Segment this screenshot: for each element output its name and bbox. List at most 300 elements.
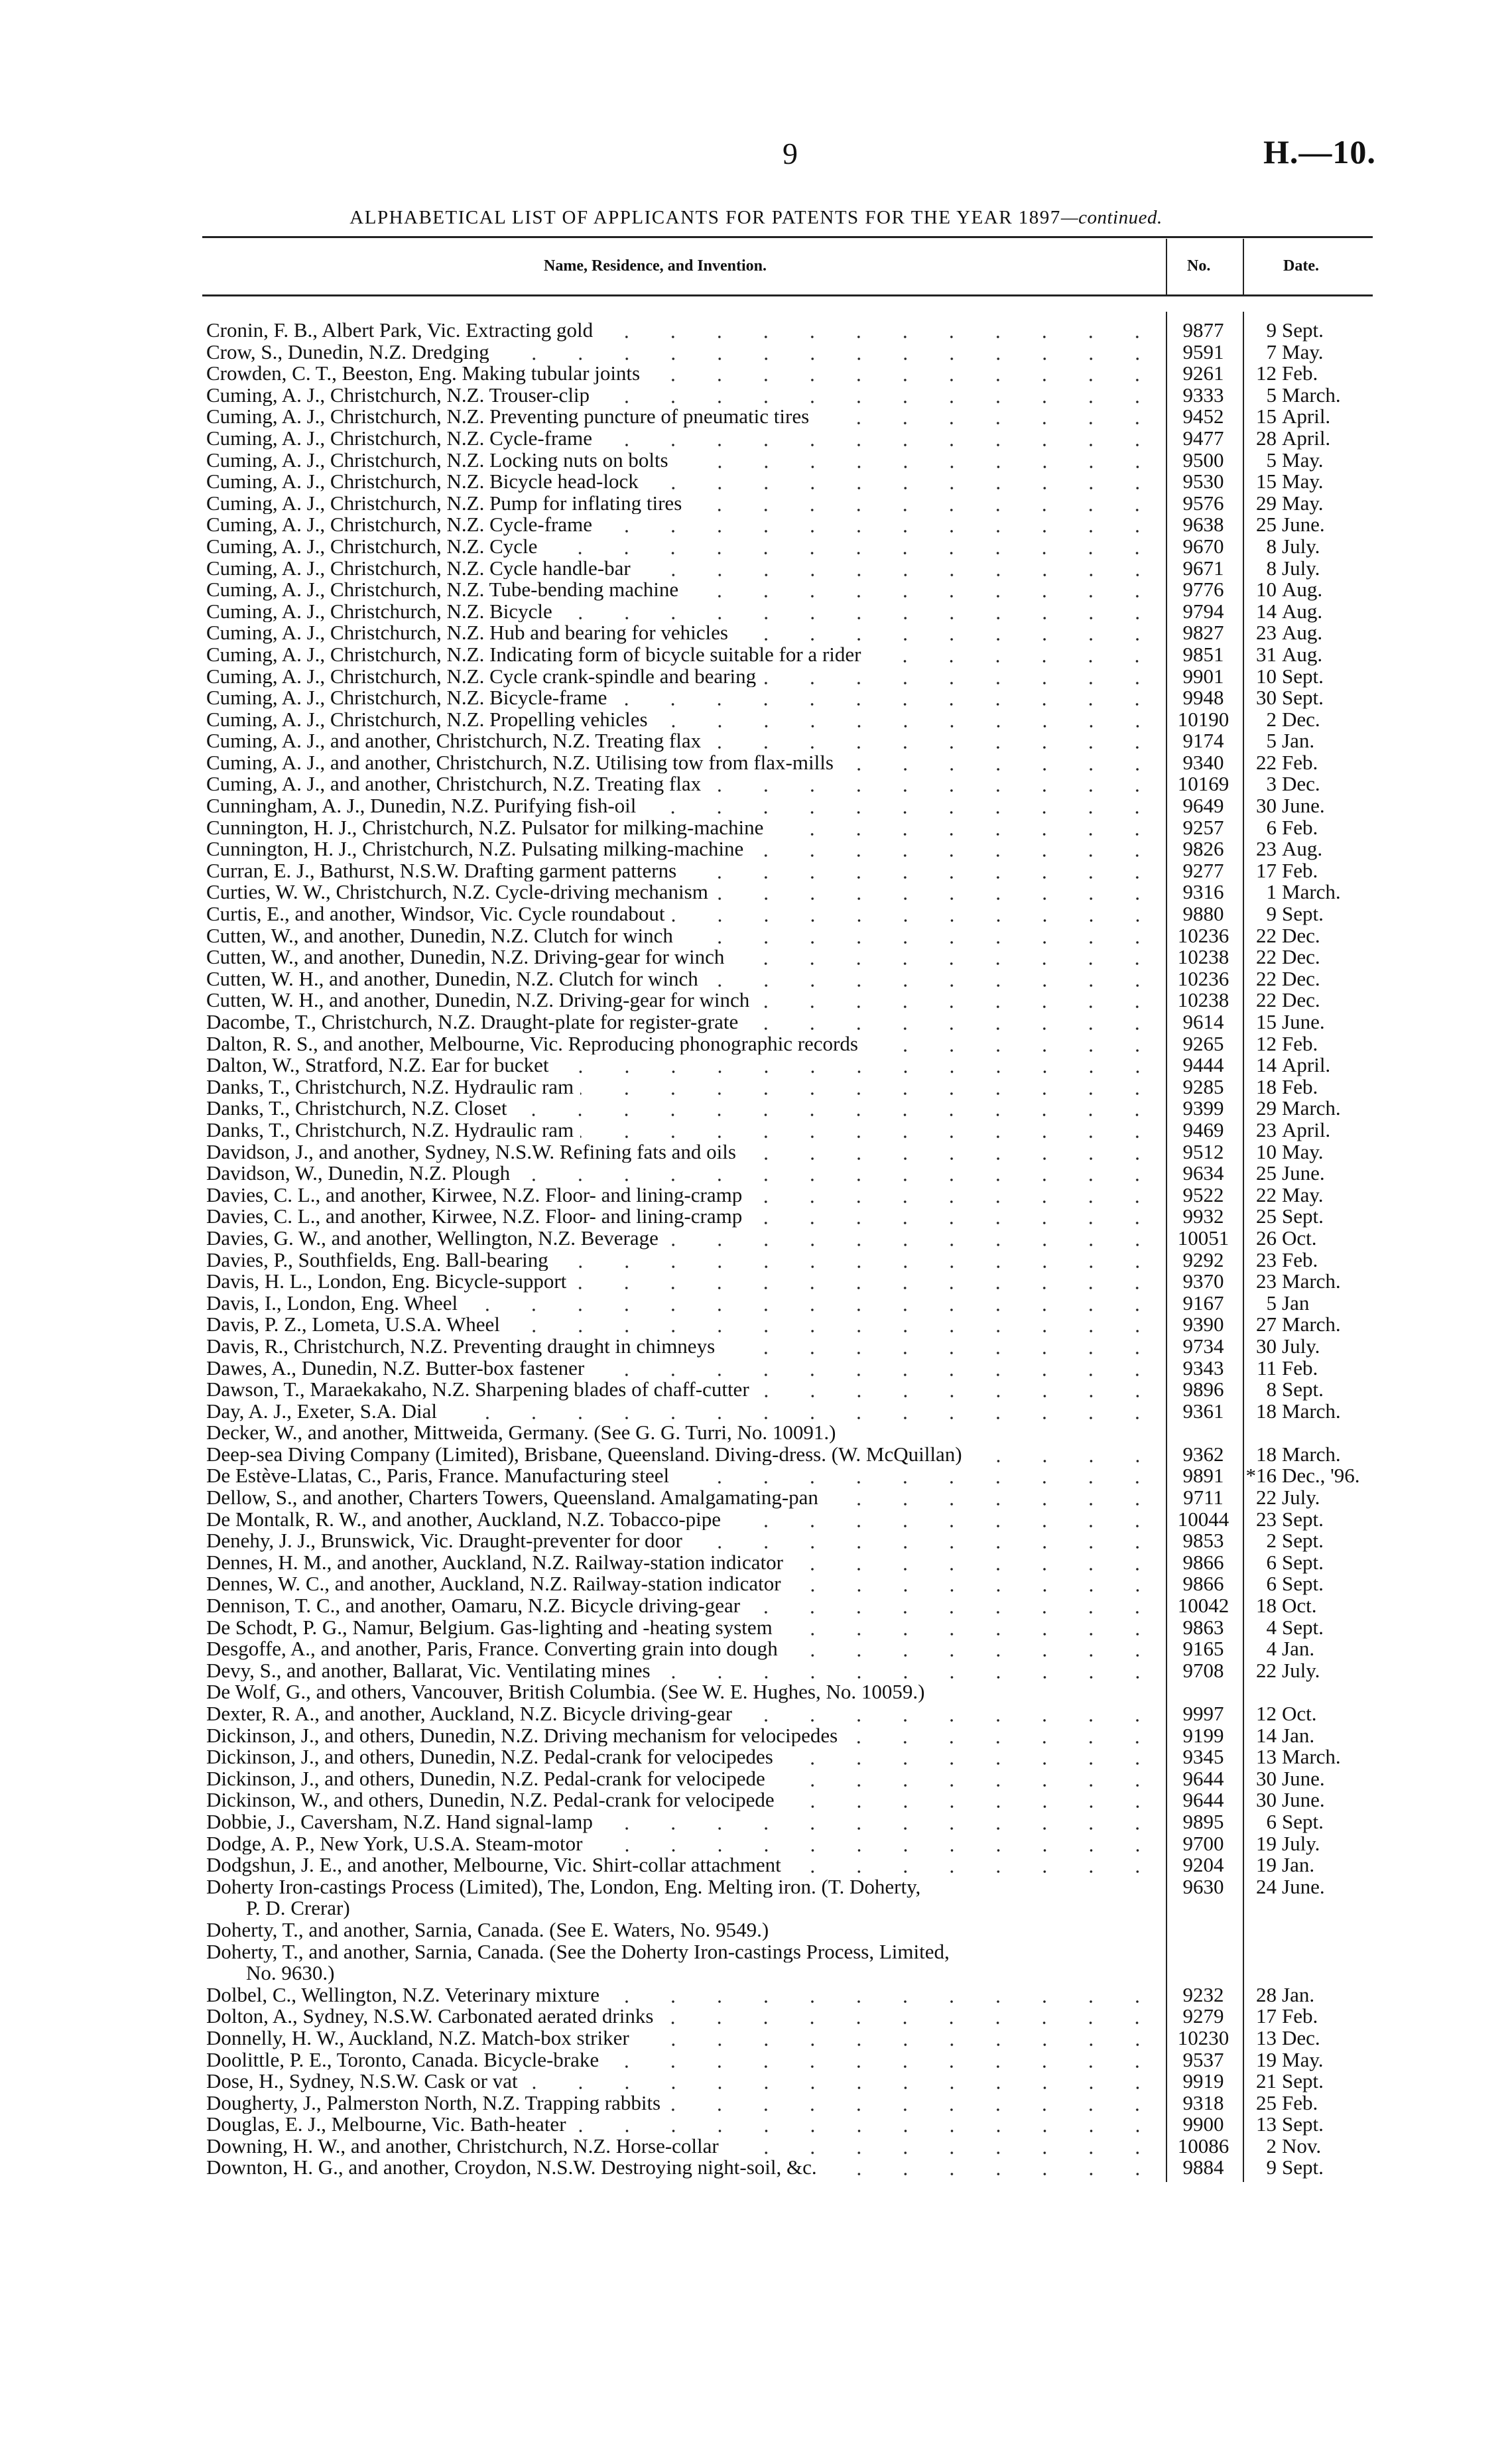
date-month: Sept. xyxy=(1282,1572,1324,1596)
date-month: Dec. xyxy=(1282,772,1320,796)
dot-leader xyxy=(790,1552,1161,1573)
date-cell xyxy=(1242,1422,1368,1444)
applicant-cell xyxy=(206,558,1165,580)
date-day: 14 xyxy=(1256,1053,1277,1077)
date-cell xyxy=(1242,644,1368,666)
date-month: April. xyxy=(1282,426,1331,450)
applicant-cell xyxy=(206,990,1165,1011)
date-day: 19 xyxy=(1256,1831,1277,1855)
patent-number: 9318 xyxy=(1182,2090,1224,2114)
dot-leader xyxy=(672,903,1161,925)
header-name: Name, Residence, and Invention. xyxy=(544,257,767,275)
applicant-text: Dellow, S., and another, Charters Towers, Queensland. Amalgamating-pan xyxy=(206,1487,818,1509)
table-row xyxy=(206,2027,1373,2049)
applicant-cell xyxy=(206,1163,1165,1185)
patent-number: 10169 xyxy=(1177,772,1229,796)
table-row xyxy=(206,1768,1373,1790)
date-cell xyxy=(1242,1746,1368,1768)
date-month: March. xyxy=(1282,383,1341,407)
date-day: 10 xyxy=(1256,664,1277,688)
applicant-text: Cunningham, A. J., Dunedin, N.Z. Purifying fish-oil xyxy=(206,795,637,817)
date-cell xyxy=(1242,1076,1368,1098)
date-cell xyxy=(1242,838,1368,860)
date-day: 18 xyxy=(1256,1594,1277,1618)
applicant-text: Dickinson, J., and others, Dunedin, N.Z. Driving mechanism for velocipedes xyxy=(206,1724,838,1747)
applicant-cell xyxy=(206,1595,1165,1617)
date-cell xyxy=(1242,817,1368,839)
applicant-text: Danks, T., Christchurch, N.Z. Hydraulic ram xyxy=(206,1119,574,1141)
patent-number: 9634 xyxy=(1182,1161,1224,1185)
date-day: 9 xyxy=(1266,2155,1277,2179)
date-day: 17 xyxy=(1256,2004,1277,2028)
applicant-text: Davidson, J., and another, Sydney, N.S.W. Refining fats and oils xyxy=(206,1141,736,1163)
patent-number: 9877 xyxy=(1182,318,1224,342)
date-day: 31 xyxy=(1256,642,1277,666)
applicant-text: Day, A. J., Exeter, S.A. Dial xyxy=(206,1400,438,1423)
patent-number: 9794 xyxy=(1182,599,1224,623)
dot-leader xyxy=(708,730,1161,751)
applicant-cell xyxy=(206,773,1165,795)
applicant-cell xyxy=(206,1638,1165,1660)
date-cell xyxy=(1242,903,1368,925)
table-row xyxy=(206,1638,1373,1660)
applicant-cell xyxy=(206,730,1165,752)
patent-number: 9343 xyxy=(1182,1356,1224,1380)
applicant-cell xyxy=(206,1379,1165,1401)
table-row xyxy=(206,990,1373,1011)
date-month: Sept. xyxy=(1282,1809,1324,1833)
applicant-text: Danks, T., Christchurch, N.Z. Closet xyxy=(206,1098,507,1120)
dot-leader xyxy=(772,1768,1161,1789)
patent-number xyxy=(1165,1919,1242,1941)
date-month: May. xyxy=(1282,340,1324,363)
date-cell xyxy=(1242,687,1368,709)
date-day: 15 xyxy=(1256,1010,1277,1033)
dot-leader xyxy=(665,1228,1161,1249)
applicant-cell xyxy=(206,622,1165,644)
date-month: May. xyxy=(1282,491,1324,515)
applicant-cell xyxy=(206,1465,1165,1487)
date-month: June. xyxy=(1282,1874,1325,1898)
patent-number: 9591 xyxy=(1182,340,1224,363)
table-row xyxy=(206,817,1373,839)
date-month: Sept. xyxy=(1282,1378,1324,1401)
dot-leader xyxy=(596,385,1161,406)
applicant-cell xyxy=(206,363,1165,385)
date-month: July. xyxy=(1282,1831,1320,1855)
date-day: 10 xyxy=(1256,578,1277,602)
applicant-text: Downton, H. G., and another, Croydon, N.S.W. Destroying night-soil, &c. xyxy=(206,2157,817,2179)
patent-number: 9896 xyxy=(1182,1378,1224,1401)
dot-leader xyxy=(675,450,1161,471)
patent-number xyxy=(1165,1422,1242,1444)
patent-number: 9866 xyxy=(1182,1572,1224,1596)
dot-leader xyxy=(599,428,1161,449)
applicant-cell xyxy=(206,1336,1165,1358)
applicant-text: Cuming, A. J., and another, Christchurch, N.Z. Treating flax xyxy=(206,730,702,752)
date-month: Feb. xyxy=(1282,1248,1318,1271)
applicant-cell xyxy=(206,514,1165,536)
date-day: 7 xyxy=(1266,340,1277,363)
date-day: 22 xyxy=(1256,1183,1277,1206)
applicant-text: Cuming, A. J., Christchurch, N.Z. Locking nuts on bolts xyxy=(206,449,668,472)
date-cell xyxy=(1242,622,1368,644)
patent-number xyxy=(1165,1941,1242,1963)
patent-number: 9469 xyxy=(1182,1118,1224,1141)
applicant-cell xyxy=(206,1811,1165,1833)
applicant-text: De Estève-Llatas, C., Paris, France. Manufacturing steel xyxy=(206,1465,670,1488)
date-day: 5 xyxy=(1266,448,1277,472)
applicant-cell xyxy=(206,1271,1165,1293)
applicant-text: Douglas, E. J., Melbourne, Vic. Bath-heater xyxy=(206,2114,566,2136)
date-cell xyxy=(1242,1811,1368,1833)
date-day: 10 xyxy=(1256,1139,1277,1163)
date-cell xyxy=(1242,1638,1368,1660)
dot-leader xyxy=(573,2114,1161,2135)
applicant-text: Curties, W. W., Christchurch, N.Z. Cycle-driving mechanism xyxy=(206,881,708,904)
date-cell xyxy=(1242,1833,1368,1855)
patent-number: 9901 xyxy=(1182,664,1224,688)
header-date: Date. xyxy=(1283,257,1319,275)
date-month: Jan. xyxy=(1282,1982,1315,2006)
dot-leader xyxy=(824,2157,1161,2178)
patent-number: 10190 xyxy=(1177,707,1229,731)
table-row xyxy=(206,2136,1373,2157)
applicant-cell xyxy=(206,1422,1165,1444)
table-row xyxy=(206,687,1373,709)
date-cell xyxy=(1242,1141,1368,1163)
patent-number: 9277 xyxy=(1182,858,1224,882)
date-cell xyxy=(1242,1725,1368,1747)
date-cell xyxy=(1242,2006,1368,2027)
date-day: 2 xyxy=(1266,1529,1277,1553)
dot-leader xyxy=(507,1314,1161,1335)
date-day: 9 xyxy=(1266,318,1277,342)
date-day: 22 xyxy=(1256,1486,1277,1510)
date-month: Aug. xyxy=(1282,642,1323,666)
applicant-cell xyxy=(206,1206,1165,1228)
date-month: Nov. xyxy=(1282,2134,1322,2157)
date-cell xyxy=(1242,2049,1368,2071)
table-row xyxy=(206,1552,1373,1574)
applicant-text: Davidson, W., Dunedin, N.Z. Plough xyxy=(206,1163,511,1185)
document-reference: H.—10. xyxy=(1263,133,1376,170)
applicant-cell xyxy=(206,1487,1165,1509)
dot-leader xyxy=(444,1401,1161,1422)
date-month: Oct. xyxy=(1282,1702,1317,1725)
patent-number: 9316 xyxy=(1182,880,1224,904)
date-day: 2 xyxy=(1266,707,1277,731)
dot-leader xyxy=(590,1833,1161,1854)
date-month: March. xyxy=(1282,1442,1341,1466)
table-row xyxy=(206,514,1373,536)
applicant-text: Dexter, R. A., and another, Auckland, N.Z. Bicycle driving-gear xyxy=(206,1703,732,1725)
table-row xyxy=(206,1141,1373,1163)
date-cell xyxy=(1242,1876,1368,1898)
applicant-cell xyxy=(206,1401,1165,1423)
patent-number: 9880 xyxy=(1182,902,1224,926)
table-row xyxy=(206,838,1373,860)
applicant-text: Dougherty, J., Palmerston North, N.Z. Trapping rabbits xyxy=(206,2092,661,2114)
dot-leader xyxy=(722,1336,1161,1357)
dot-leader xyxy=(780,1746,1161,1768)
dot-leader xyxy=(779,1617,1161,1638)
applicant-text: Doherty, T., and another, Sarnia, Canada. (See the Doherty Iron-castings Process, Limited, xyxy=(206,1941,950,1963)
patent-number: 9279 xyxy=(1182,2004,1224,2028)
table-row xyxy=(206,1465,1373,1487)
applicant-cell xyxy=(206,1854,1165,1876)
applicant-cell xyxy=(206,903,1165,925)
applicant-text: Dolton, A., Sydney, N.S.W. Carbonated aerated drinks xyxy=(206,2006,654,2027)
applicants-table xyxy=(206,320,1373,2179)
date-month: Sept. xyxy=(1282,1529,1324,1553)
date-month: Sept. xyxy=(1282,1615,1324,1639)
applicant-text: Cuming, A. J., Christchurch, N.Z. Bicycle head-lock xyxy=(206,471,639,493)
table-row xyxy=(206,1228,1373,1250)
dot-leader xyxy=(599,320,1161,341)
table-row xyxy=(206,1098,1373,1120)
date-cell xyxy=(1242,450,1368,472)
dot-leader xyxy=(544,536,1161,557)
applicant-text: Davis, H. L., London, Eng. Bicycle-support xyxy=(206,1271,567,1293)
applicant-cell xyxy=(206,1076,1165,1098)
applicant-text: Dennes, W. C., and another, Auckland, N.Z. Railway-station indicator xyxy=(206,1573,781,1596)
date-day: 6 xyxy=(1266,815,1277,839)
date-month: March. xyxy=(1282,1313,1341,1336)
dot-leader xyxy=(637,558,1161,579)
date-month: Sept. xyxy=(1282,1204,1324,1228)
date-month: May. xyxy=(1282,2047,1324,2071)
date-month: Oct. xyxy=(1282,1226,1317,1250)
applicant-cell xyxy=(206,1444,1165,1466)
date-month: Aug. xyxy=(1282,599,1323,623)
date-day: 9 xyxy=(1266,902,1277,926)
patent-number: 9644 xyxy=(1182,1788,1224,1812)
date-cell xyxy=(1242,1033,1368,1055)
applicant-text: Dacombe, T., Christchurch, N.Z. Draught-plate for register-grate xyxy=(206,1011,739,1033)
date-month: Dec. xyxy=(1282,945,1320,969)
date-cell xyxy=(1242,363,1368,385)
patent-number: 9500 xyxy=(1182,448,1224,472)
table-row xyxy=(206,1789,1373,1811)
dot-leader xyxy=(788,1573,1161,1594)
dot-leader xyxy=(645,471,1161,492)
applicant-text: Crow, S., Dunedin, N.Z. Dredging xyxy=(206,341,489,363)
patent-number: 10230 xyxy=(1177,2026,1229,2049)
table-row xyxy=(206,1422,1373,1444)
date-day: 19 xyxy=(1256,2047,1277,2071)
date-month: Sept. xyxy=(1282,664,1324,688)
applicant-text: Cuming, A. J., Christchurch, N.Z. Pump for inflating tires xyxy=(206,492,682,515)
date-month: April. xyxy=(1282,405,1331,428)
applicant-text: Decker, W., and another, Mittweida, Germany. (See G. G. Turri, No. 10091.) xyxy=(206,1422,836,1444)
date-day: 17 xyxy=(1256,858,1277,882)
table-row xyxy=(206,2006,1373,2027)
date-cell xyxy=(1242,1681,1368,1703)
table-row-continuation xyxy=(206,1897,1373,1919)
applicant-text: Cunnington, H. J., Christchurch, N.Z. Pulsator for milking-machine xyxy=(206,816,764,839)
table-row xyxy=(206,1833,1373,1855)
patent-number: 9827 xyxy=(1182,621,1224,645)
dot-leader xyxy=(705,968,1161,990)
patent-number: 9512 xyxy=(1182,1139,1224,1163)
applicant-text: Danks, T., Christchurch, N.Z. Hydraulic ram xyxy=(206,1076,574,1098)
date-cell xyxy=(1242,1703,1368,1725)
applicant-cell xyxy=(206,1833,1165,1855)
applicant-cell xyxy=(206,666,1165,688)
patent-number: 9265 xyxy=(1182,1031,1224,1055)
patent-number: 9576 xyxy=(1182,491,1224,515)
table-row xyxy=(206,1919,1373,1941)
applicant-text: Cutten, W., and another, Dunedin, N.Z. Clutch for winch xyxy=(206,925,673,947)
date-month: Dec. xyxy=(1282,966,1320,990)
applicant-text: Cuming, A. J., Christchurch, N.Z. Preventing puncture of pneumatic tires xyxy=(206,406,810,428)
date-day: 27 xyxy=(1256,1313,1277,1336)
table-row xyxy=(206,2092,1373,2114)
patent-number: 9670 xyxy=(1182,534,1224,558)
dot-leader xyxy=(743,1141,1161,1163)
date-cell xyxy=(1242,881,1368,903)
date-cell xyxy=(1242,946,1368,968)
table-row xyxy=(206,622,1373,644)
applicant-cell xyxy=(206,1725,1165,1747)
date-month: Sept. xyxy=(1282,2155,1324,2179)
date-month: May. xyxy=(1282,448,1324,472)
date-day: 22 xyxy=(1256,988,1277,1012)
date-day: 23 xyxy=(1256,1248,1277,1271)
table-row xyxy=(206,536,1373,558)
applicant-cell xyxy=(206,817,1165,839)
date-cell xyxy=(1242,320,1368,342)
table-row xyxy=(206,1336,1373,1358)
date-month: May. xyxy=(1282,1139,1324,1163)
dot-leader xyxy=(680,925,1161,946)
date-cell xyxy=(1242,1941,1368,1963)
dot-leader xyxy=(763,666,1161,687)
patent-number: 9257 xyxy=(1182,815,1224,839)
table-row xyxy=(206,881,1373,903)
applicant-cell xyxy=(206,860,1165,882)
patent-number: 9345 xyxy=(1182,1745,1224,1769)
dot-leader xyxy=(739,1703,1161,1724)
date-cell xyxy=(1242,1163,1368,1185)
date-day: 6 xyxy=(1266,1572,1277,1596)
applicant-text: Dennison, T. C., and another, Oamaru, N.Z. Bicycle driving-gear xyxy=(206,1595,741,1617)
dot-leader xyxy=(781,1789,1161,1811)
page-number: 9 xyxy=(783,137,798,170)
date-month: Feb. xyxy=(1282,2004,1318,2028)
applicant-text: Dickinson, J., and others, Dunedin, N.Z. Pedal-crank for velocipedes xyxy=(206,1746,773,1768)
date-day: 26 xyxy=(1256,1226,1277,1250)
patent-number: 9361 xyxy=(1182,1399,1224,1423)
table-row xyxy=(206,385,1373,407)
date-month: April. xyxy=(1282,1053,1331,1077)
date-day: 21 xyxy=(1256,2069,1277,2093)
date-month: Dec. xyxy=(1282,707,1320,731)
date-day: 15 xyxy=(1256,405,1277,428)
patent-number: 9649 xyxy=(1182,794,1224,818)
patent-number: 10238 xyxy=(1177,945,1229,969)
date-cell xyxy=(1242,1358,1368,1380)
date-day: 14 xyxy=(1256,599,1277,623)
date-month: July. xyxy=(1282,1334,1320,1358)
date-day: 22 xyxy=(1256,750,1277,774)
date-month: Sept. xyxy=(1282,1550,1324,1574)
dot-leader xyxy=(749,1206,1161,1227)
date-month: June. xyxy=(1282,1010,1325,1033)
applicant-text: Denehy, J. J., Brunswick, Vic. Draught-preventer for door xyxy=(206,1530,682,1552)
applicant-text: Dobbie, J., Caversham, N.Z. Hand signal-lamp xyxy=(206,1811,593,1833)
date-day: 12 xyxy=(1256,361,1277,385)
patent-number: 9884 xyxy=(1182,2155,1224,2179)
table-row xyxy=(206,1660,1373,1682)
dot-leader xyxy=(513,1098,1161,1119)
dot-leader xyxy=(756,990,1161,1011)
date-cell xyxy=(1242,2136,1368,2157)
date-cell xyxy=(1242,1789,1368,1811)
applicant-cell xyxy=(206,1552,1165,1574)
applicant-text: Cunnington, H. J., Christchurch, N.Z. Pulsating milking-machine xyxy=(206,838,744,860)
date-month: Dec., '96. xyxy=(1282,1464,1360,1488)
applicant-cell xyxy=(206,1984,1165,2006)
dot-leader xyxy=(643,795,1161,816)
dot-leader xyxy=(657,1660,1161,1681)
patent-number: 9261 xyxy=(1182,361,1224,385)
applicant-cell xyxy=(206,687,1165,709)
patent-number: 10042 xyxy=(1177,1594,1229,1618)
dot-leader xyxy=(517,1163,1161,1184)
table-row xyxy=(206,1011,1373,1033)
dot-leader xyxy=(636,2027,1161,2049)
applicant-cell xyxy=(206,2092,1165,2114)
patent-number: 9895 xyxy=(1182,1809,1224,1833)
date-cell xyxy=(1242,493,1368,515)
date-cell xyxy=(1242,2092,1368,2114)
date-cell xyxy=(1242,536,1368,558)
table-row xyxy=(206,795,1373,817)
date-day: 5 xyxy=(1266,1291,1277,1315)
date-month: Sept. xyxy=(1282,2069,1324,2093)
applicant-cell xyxy=(206,1530,1165,1552)
date-month: Sept. xyxy=(1282,318,1324,342)
dot-leader xyxy=(464,1293,1161,1314)
date-cell xyxy=(1242,1293,1368,1315)
applicant-text: Dolbel, C., Wellington, N.Z. Veterinary mixture xyxy=(206,1984,600,2006)
table-row xyxy=(206,2071,1373,2092)
patent-number: 9204 xyxy=(1182,1853,1224,1877)
applicant-cell xyxy=(206,925,1165,947)
date-day: 13 xyxy=(1256,2112,1277,2136)
applicant-cell xyxy=(206,1120,1165,1141)
applicant-cell xyxy=(206,838,1165,860)
table-row xyxy=(206,558,1373,580)
date-month: June. xyxy=(1282,794,1325,818)
date-month: Sept. xyxy=(1282,2112,1324,2136)
date-cell xyxy=(1242,1055,1368,1076)
applicant-cell xyxy=(206,428,1165,450)
date-cell xyxy=(1242,342,1368,363)
date-month: Sept. xyxy=(1282,686,1324,710)
patent-number: 10236 xyxy=(1177,966,1229,990)
table-row xyxy=(206,342,1373,363)
patent-number: 9199 xyxy=(1182,1723,1224,1747)
applicant-cell xyxy=(206,342,1165,363)
date-cell xyxy=(1242,1336,1368,1358)
applicant-cell xyxy=(206,1358,1165,1380)
date-cell xyxy=(1242,2157,1368,2179)
patent-number xyxy=(1165,1681,1242,1703)
applicant-cell xyxy=(206,320,1165,342)
